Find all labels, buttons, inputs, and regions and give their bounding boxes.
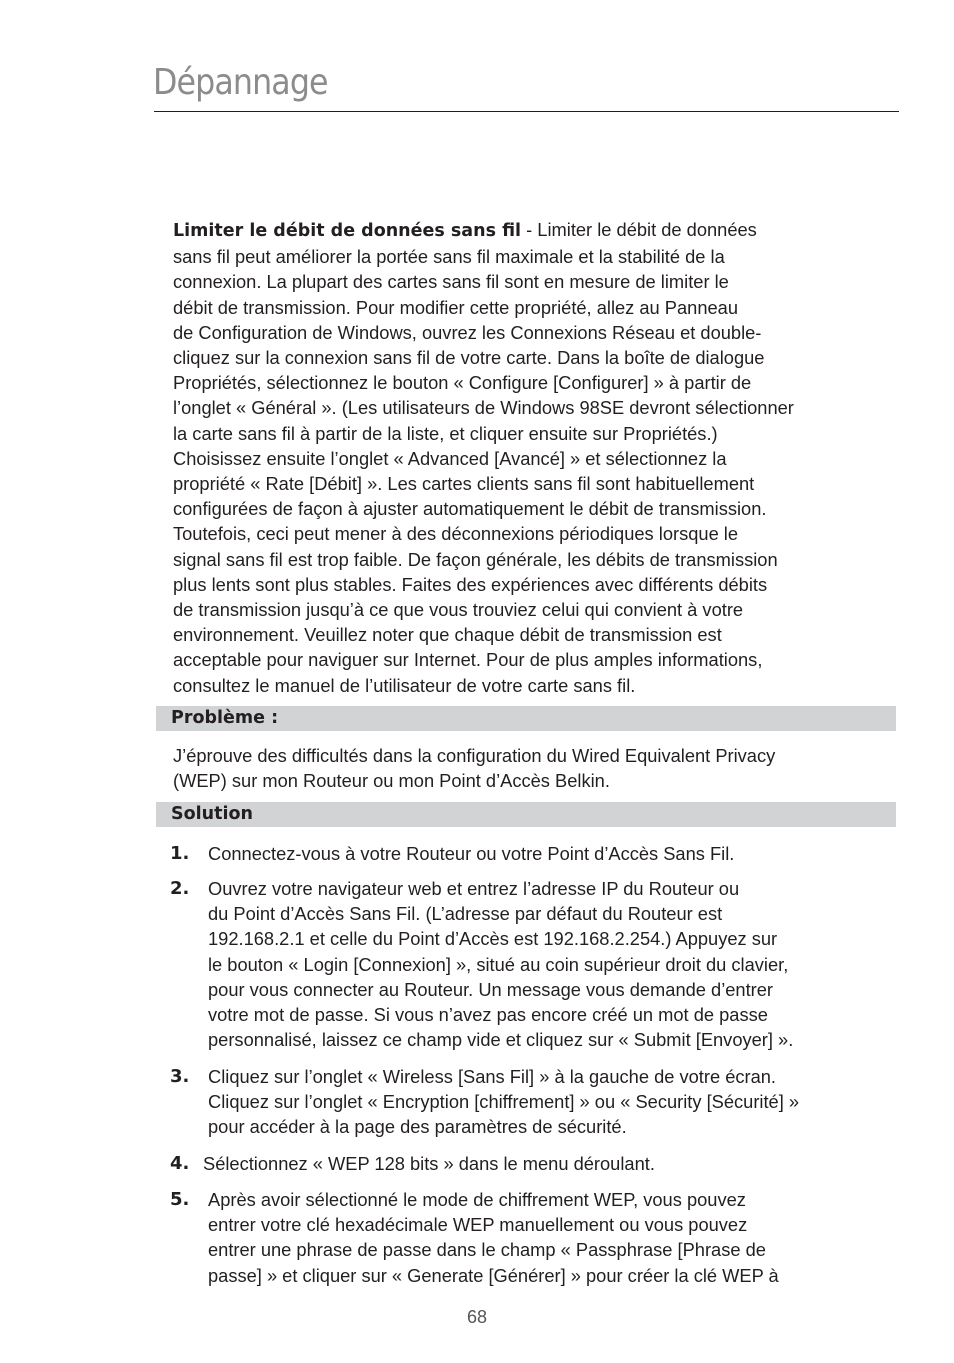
problem-line: (WEP) sur mon Routeur ou mon Point d’Accès Belkin. [173,770,610,792]
step-text [208,841,900,866]
step-line: le bouton « Login [Connexion] », situé au coin supérieur droit du clavier, [208,953,789,975]
step-line: votre mot de passe. Si vous n’avez pas encore créé un mot de passe [208,1004,768,1026]
step-number: 2. [170,878,190,899]
intro-line: de Configuration de Windows, ouvrez les Connexions Réseau et double- [173,321,762,343]
intro-line: débit de transmission. Pour modifier cette propriété, allez au Panneau [173,296,739,318]
step-line: 192.168.2.1 et celle du Point d’Accès est 192.168.2.254.) Appuyez sur [208,928,778,950]
intro-line: Choisissez ensuite l’onglet « Advanced [Avancé] » et sélectionnez la [173,447,727,469]
step-line: du Point d’Accès Sans Fil. (L’adresse par défaut du Routeur est [208,903,723,925]
step-line: passe] » et cliquer sur « Generate [Générer] » pour créer la clé WEP à [208,1264,779,1286]
problem-bar [156,706,896,731]
step-line: Connectez-vous à votre Routeur ou votre Point d’Accès Sans Fil. [208,843,735,864]
intro-line: propriété « Rate [Débit] ». Les cartes clients sans fil sont habituellement [173,473,755,495]
step-number: 4. [170,1153,190,1174]
intro-line: consultez le manuel de l’utilisateur de votre carte sans fil. [173,674,636,696]
step-text [208,876,900,1052]
intro-separator: - [521,219,538,240]
step-line: Ouvrez votre navigateur web et entrez l’adresse IP du Routeur ou [208,878,740,899]
problem-line: J’éprouve des difficultés dans la configuration du Wired Equivalent Privacy [173,745,776,766]
intro-line: la carte sans fil à partir de la liste, et cliquer ensuite sur Propriétés.) [173,422,718,444]
intro-line: configurées de façon à ajuster automatiquement le débit de transmission. [173,498,767,520]
step-number: 5. [170,1189,190,1210]
intro-line: signal sans fil est trop faible. De façon générale, les débits de transmission [173,548,778,570]
page-number: 68 [466,1307,488,1327]
page-title: Dépannage [153,62,328,103]
intro-line: cliquez sur la connexion sans fil de votre carte. Dans la boîte de dialogue [173,347,765,369]
problem-label: Problème : [171,708,279,728]
step-text [208,1064,900,1140]
intro-line: l’onglet « Général ». (Les utilisateurs de Windows 98SE devront sélectionner [173,397,794,419]
step-line: entrer une phrase de passe dans le champ « Passphrase [Phrase de [208,1239,766,1261]
solution-label: Solution [171,804,253,824]
intro-line: sans fil peut améliorer la portée sans fil maximale et la stabilité de la [173,246,725,268]
step-line: pour accéder à la page des paramètres de sécurité. [208,1116,627,1138]
intro-line: connexion. La plupart des cartes sans fil sont en mesure de limiter le [173,271,729,293]
step-line: Cliquez sur l’onglet « Wireless [Sans Fil] » à la gauche de votre écran. [208,1066,777,1087]
step-line: personnalisé, laissez ce champ vide et cliquez sur « Submit [Envoyer] ». [208,1029,794,1051]
intro-line: environnement. Veuillez noter que chaque débit de transmission est [173,624,722,646]
intro-line: Limiter le débit de données [537,219,757,240]
step-number: 1. [170,843,190,864]
step-line: Cliquez sur l’onglet « Encryption [chiffrement] » ou « Security [Sécurité] » [208,1091,800,1113]
intro-heading: Limiter le débit de données sans fil [173,221,522,241]
step-line: entrer votre clé hexadécimale WEP manuellement ou vous pouvez [208,1214,748,1236]
intro-line: Toutefois, ceci peut mener à des déconnexions périodiques lorsque le [173,523,739,545]
intro-line: de transmission jusqu’à ce que vous trouviez celui qui convient à votre [173,599,744,621]
step-line: Après avoir sélectionné le mode de chiffrement WEP, vous pouvez [208,1189,746,1210]
intro-line: Propriétés, sélectionnez le bouton « Configure [Configurer] » à partir de [173,372,752,394]
intro-paragraph [173,217,898,698]
step-line: Sélectionnez « WEP 128 bits » dans le menu déroulant. [203,1153,655,1174]
solution-bar [156,802,896,827]
problem-description [173,743,898,793]
title-divider [154,111,899,112]
step-number: 3. [170,1066,190,1087]
intro-line: acceptable pour naviguer sur Internet. Pour de plus amples informations, [173,649,763,671]
step-text [203,1151,895,1176]
intro-line: plus lents sont plus stables. Faites des expériences avec différents débits [173,573,768,595]
step-line: pour vous connecter au Routeur. Un message vous demande d’entrer [208,978,774,1000]
step-text [208,1187,900,1288]
